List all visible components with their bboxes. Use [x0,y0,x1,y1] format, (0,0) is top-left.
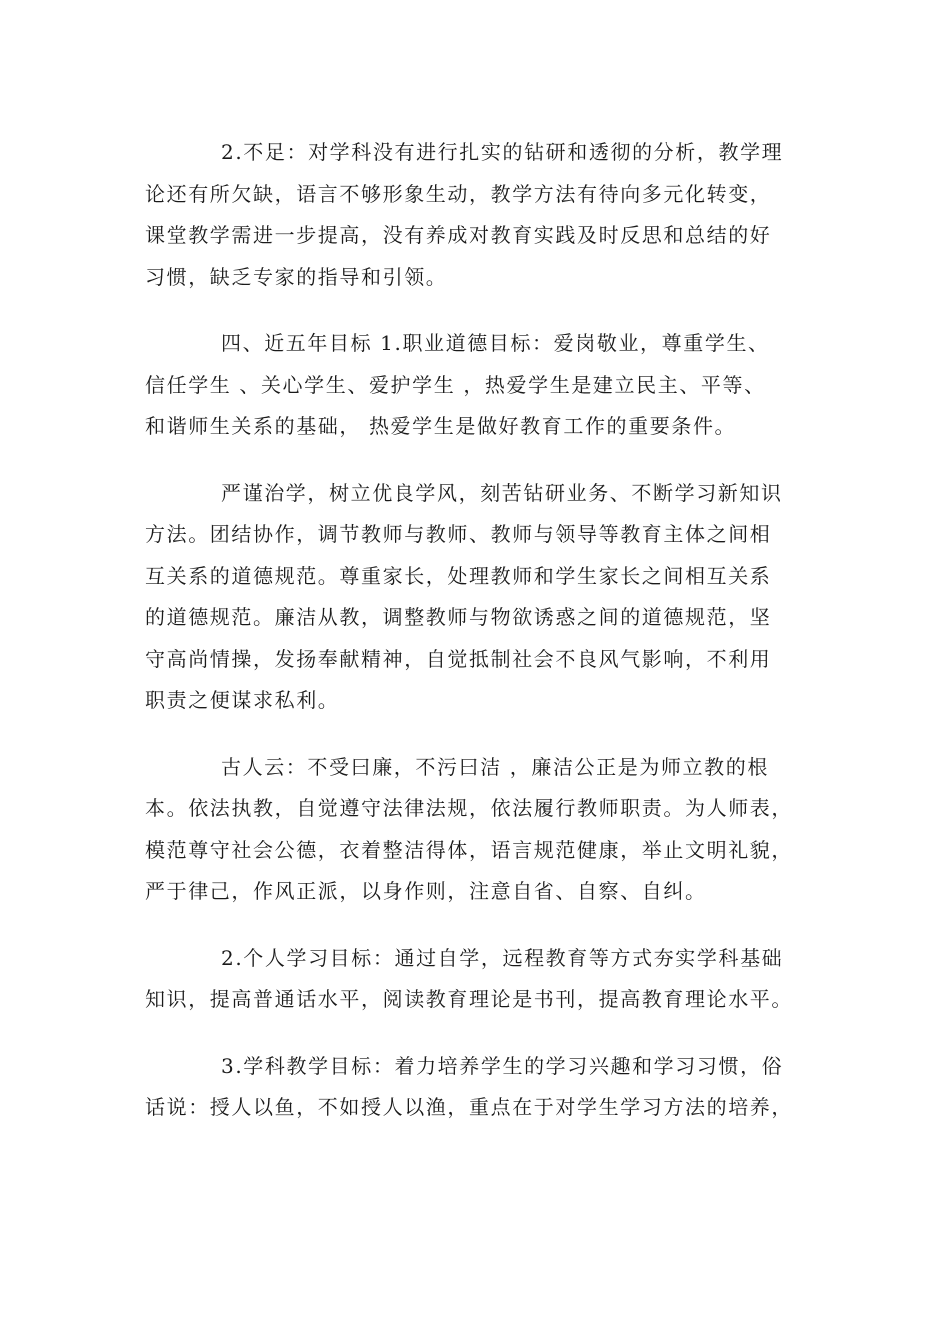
paragraph-line: 守高尚情操，发扬奉献精神，自觉抵制社会不良风气影响，不利用 [145,646,772,671]
paragraph-line: 和谐师生关系的基础， 热爱学生是做好教育工作的重要条件。 [145,414,737,438]
paragraph-line: 本。依法执教，自觉遵守法律法规，依法履行教师职责。为人师表， [145,796,793,820]
document-body [145,132,807,1154]
paragraph-rigorous-scholarship [145,473,807,722]
paragraph-line: 课堂教学需进一步提高，没有养成对教育实践及时反思和总结的好 [145,223,772,247]
paragraph-ancient-saying [145,747,807,913]
paragraph-line: 职责之便谋求私利。 [145,688,340,712]
paragraph-line: 2.不足：对学科没有进行扎实的钻研和透彻的分析，教学理 [221,140,784,164]
paragraph-line: 方法。团结协作，调节教师与教师、教师与领导等教育主体之间相 [145,522,772,546]
paragraph-teaching-goals [145,1046,807,1129]
paragraph-line: 话说：授人以鱼，不如授人以渔，重点在于对学生学习方法的培养， [145,1095,793,1119]
paragraph-line: 互关系的道德规范。尊重家长，处理教师和学生家长之间相互关系 [145,563,772,588]
paragraph-line: 严于律己，作风正派，以身作则，注意自省、自察、自纠。 [145,879,707,903]
paragraph-personal-learning [145,938,807,1021]
paragraph-line: 四、近五年目标 1.职业道德目标：爱岗敬业，尊重学生、 [221,331,770,355]
paragraph-line: 严谨治学，树立优良学风，刻苦钻研业务、不断学习新知识 [221,480,783,505]
paragraph-line: 信任学生 、关心学生、爱护学生 ，热爱学生是建立民主、平等、 [145,372,766,397]
paragraph-line: 的道德规范。廉洁从教，调整教师与物欲诱惑之间的道德规范，坚 [145,605,772,629]
paragraph-line: 知识，提高普通话水平，阅读教育理论是书刊，提高教育理论水平。 [145,987,793,1011]
paragraph-five-year-goals [145,323,807,448]
paragraph-line: 2.个人学习目标：通过自学，远程教育等方式夯实学科基础 [221,945,784,970]
paragraph-line: 论还有所欠缺，语言不够形象生动，教学方法有待向多元化转变， [145,181,772,206]
paragraph-line: 模范尊守社会公德，衣着整洁得体，语言规范健康，举止文明礼貌， [145,837,793,862]
paragraph-shortcomings [145,132,807,298]
paragraph-line: 古人云：不受曰廉，不污曰洁 ，廉洁公正是为师立教的根 [221,754,769,779]
paragraph-line: 3.学科教学目标：着力培养学生的学习兴趣和学习习惯，俗 [221,1053,784,1078]
paragraph-line: 习惯，缺乏专家的指导和引领。 [145,264,448,289]
